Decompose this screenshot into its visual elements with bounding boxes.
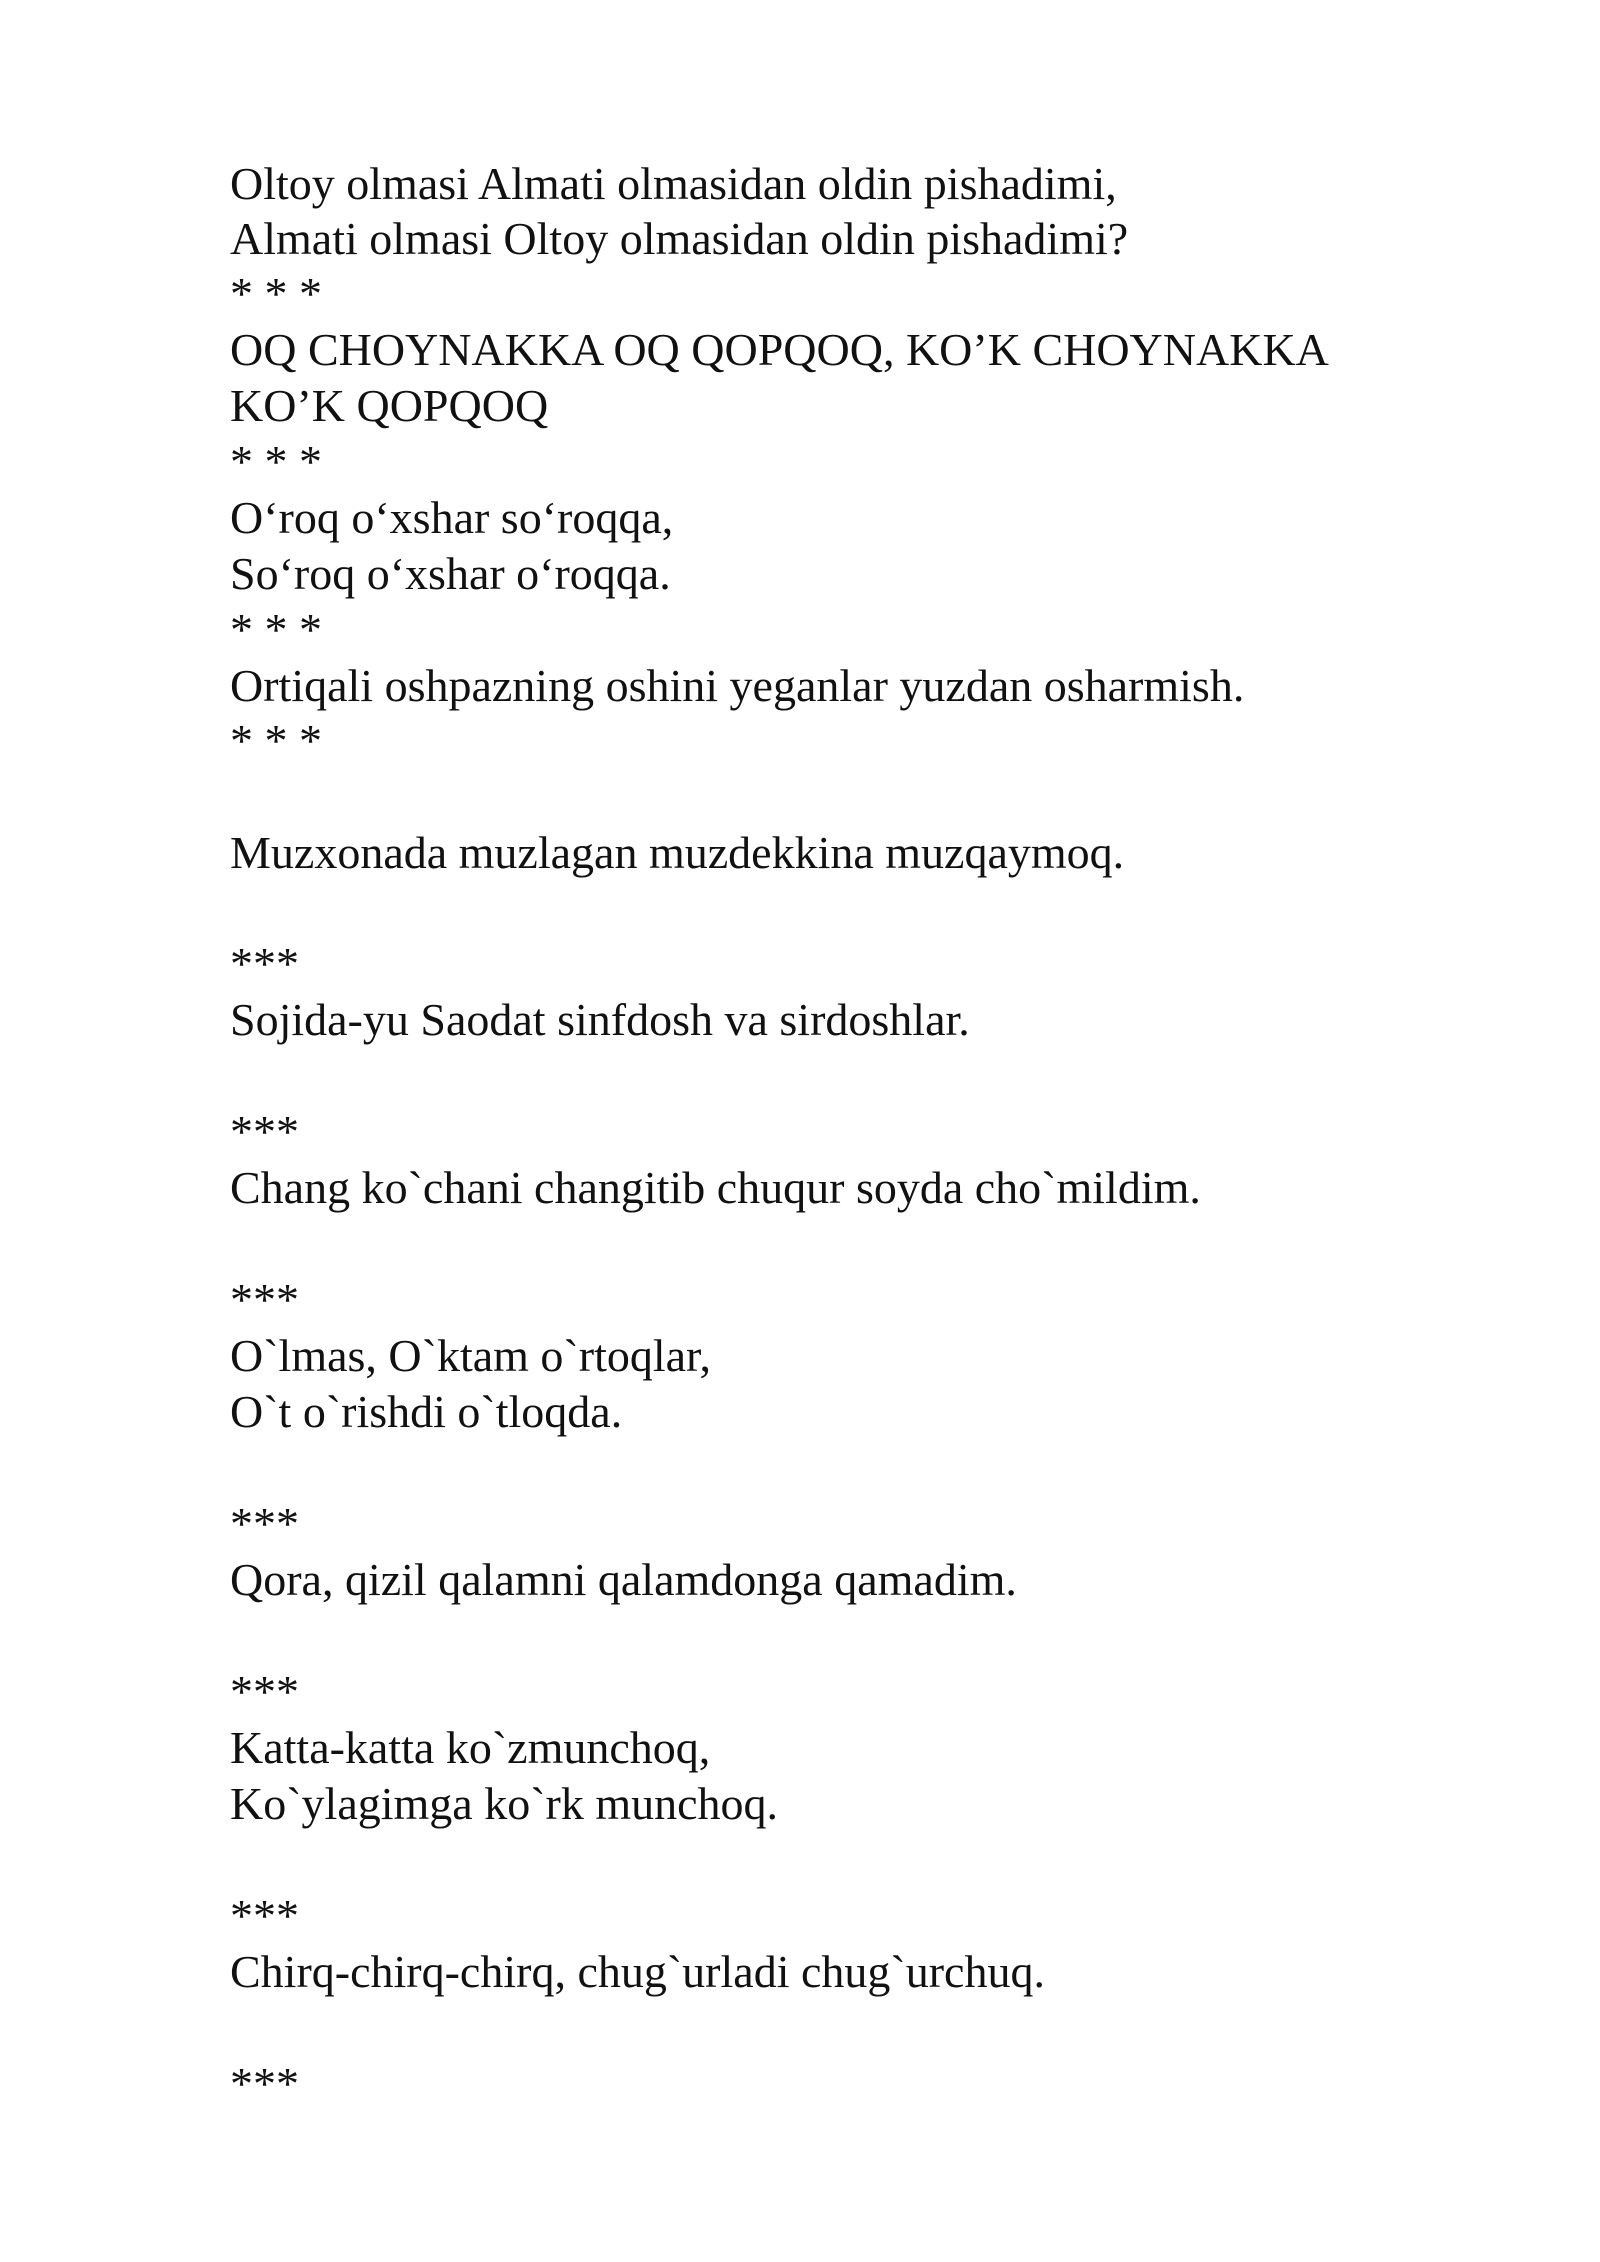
separator: *** bbox=[230, 1106, 299, 1157]
text-line: O`lmas, O`ktam o`rtoqlar, bbox=[230, 1330, 712, 1381]
text-line: Muzxonada muzlagan muzdekkina muzqaymoq. bbox=[230, 827, 1125, 878]
text-line: Ko`ylagimga ko`rk munchoq. bbox=[230, 1778, 779, 1829]
text-line: Chang ko`chani changitib chuqur soyda cho`mildim. bbox=[230, 1162, 1201, 1213]
separator: *** bbox=[230, 1890, 299, 1941]
text-line: So‘roq o‘xshar o‘roqqa. bbox=[230, 548, 671, 599]
text-line: Almati olmasi Oltoy olmasidan oldin pishadimi? bbox=[230, 213, 1129, 264]
separator: * * * bbox=[230, 268, 322, 319]
separator: * * * bbox=[230, 604, 322, 655]
text-line: OQ CHOYNAKKA OQ QOPQOQ, KO’K CHOYNAKKA bbox=[230, 324, 1329, 375]
separator: *** bbox=[230, 938, 299, 989]
separator: *** bbox=[230, 1274, 299, 1325]
separator: *** bbox=[230, 1666, 299, 1717]
text-line: Katta-katta ko`zmunchoq, bbox=[230, 1722, 711, 1773]
text-line: Sojida-yu Saodat sinfdosh va sirdoshlar. bbox=[230, 994, 970, 1045]
text-line: Chirq-chirq-chirq, chug`urladi chug`urchuq. bbox=[230, 1946, 1045, 1997]
text-line: Oltoy olmasi Almati olmasidan oldin pishadimi, bbox=[230, 158, 1117, 209]
text-line: Qora, qizil qalamni qalamdonga qamadim. bbox=[230, 1554, 1017, 1605]
text-line: O‘roq o‘xshar so‘roqqa, bbox=[230, 492, 674, 543]
separator: * * * bbox=[230, 715, 322, 766]
separator: *** bbox=[230, 1498, 299, 1549]
text-line: KO’K QOPQOQ bbox=[230, 380, 549, 431]
text-line: Ortiqali oshpazning oshini yeganlar yuzdan osharmish. bbox=[230, 660, 1245, 711]
text-line: O`t o`rishdi o`tloqda. bbox=[230, 1386, 623, 1437]
separator: * * * bbox=[230, 436, 322, 487]
separator: *** bbox=[230, 2058, 299, 2109]
